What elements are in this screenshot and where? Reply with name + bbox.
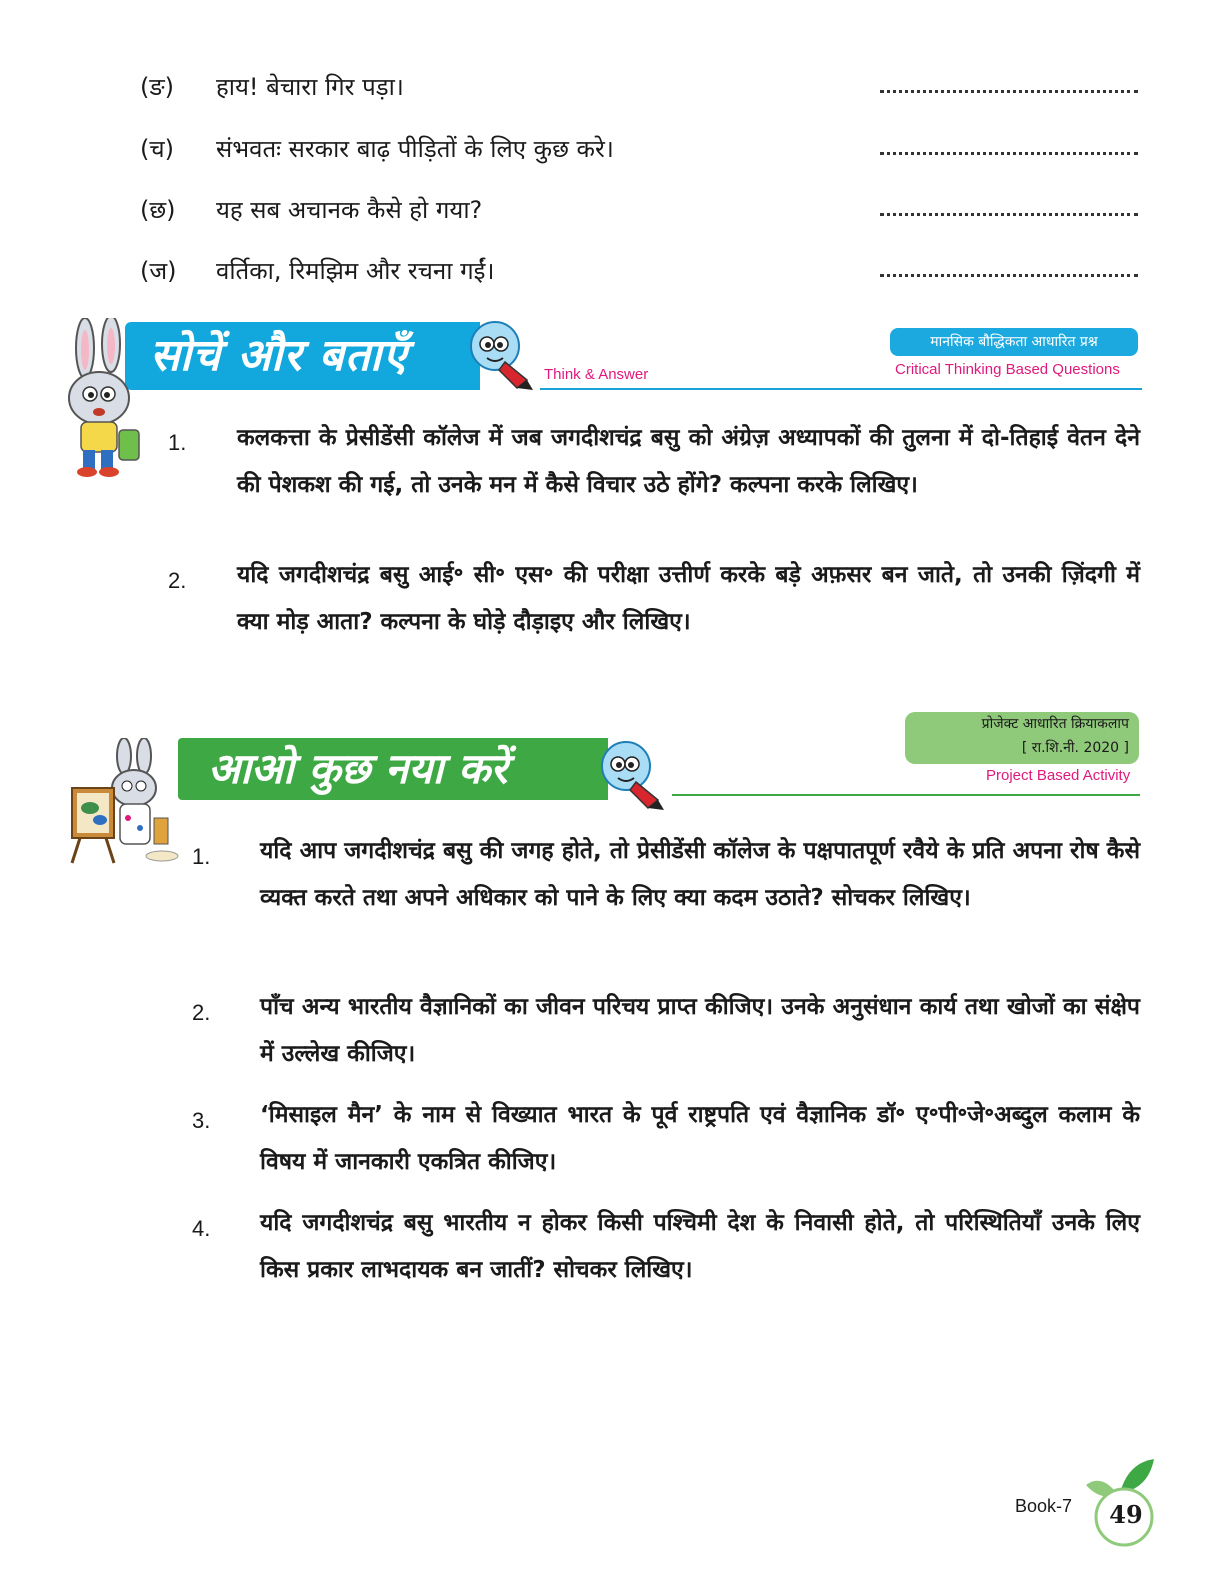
section-tag-line: प्रोजेक्ट आधारित क्रियाकलाप [981, 716, 1129, 732]
section-banner-title: आओ कुछ नया करें [208, 744, 508, 793]
section-tag-english: Critical Thinking Based Questions [895, 361, 1120, 378]
section-rule [540, 388, 1142, 390]
exercise-mark: (ज) [140, 257, 177, 285]
answer-blank [880, 197, 1138, 216]
exercise-mark: (च) [140, 135, 174, 163]
pen-mascot-icon [465, 318, 545, 393]
exercise-item [140, 70, 1140, 110]
section-tag [905, 712, 1139, 764]
section-tag-english: Project Based Activity [986, 767, 1131, 784]
section-subtitle: Think & Answer [544, 366, 649, 383]
exercise-text: संभवतः सरकार बाढ़ पीड़ितों के लिए कुछ करे। [216, 135, 614, 163]
book-label: Book-7 [1015, 1496, 1073, 1516]
section-tag-line: [ रा.शि.नी. 2020 ] [1021, 740, 1129, 756]
question-text: यदि जगदीशचंद्र बसु आई॰ सी॰ एस॰ की परीक्षा उत्तीर्ण करके बड़े अफ़सर बन जाते, तो उनकी ज़िंदगी में क्या मोड़ आता? कल्पना के घोड़े दौड़ाइए और लिखिए। [237, 562, 1140, 635]
question-number: 1. [168, 430, 187, 455]
question-text: यदि जगदीशचंद्र बसु भारतीय न होकर किसी पश्चिमी देश के निवासी होते, तो परिस्थितियाँ उनके लिए किस प्रकार लाभदायक बन जातीं? सोचकर लिखिए। [260, 1210, 1140, 1283]
exercise-item [140, 193, 1140, 233]
question-number: 2. [192, 1000, 211, 1025]
rabbit-mascot-icon [55, 318, 150, 478]
exercise-mark: (ङ) [140, 73, 175, 101]
exercise-text: वर्तिका, रिमझिम और रचना गईं। [216, 257, 495, 285]
exercise-item [140, 132, 1140, 172]
question-text: पाँच अन्य भारतीय वैज्ञानिकों का जीवन परिचय प्राप्त कीजिए। उनके अनुसंधान कार्य तथा खोजों का संक्षेप में उल्लेख कीजिए। [260, 994, 1140, 1067]
question-number: 1. [192, 844, 211, 869]
exercise-mark: (छ) [140, 196, 176, 224]
page-number: 49 [1109, 1500, 1143, 1529]
section-tag: मानसिक बौद्धिकता आधारित प्रश्न [890, 328, 1138, 356]
answer-blank [880, 258, 1138, 277]
pen-mascot-icon [596, 738, 676, 813]
exercise-text: यह सब अचानक कैसे हो गया? [216, 196, 483, 224]
section-banner-title: सोचें और बताएँ [150, 330, 408, 381]
exercise-item [140, 254, 1140, 294]
section-rule [672, 794, 1140, 796]
question-number: 2. [168, 568, 187, 593]
question-text: ‘मिसाइल मैन’ के नाम से विख्यात भारत के पूर्व राष्ट्रपति एवं वैज्ञानिक डॉ॰ ए॰पी॰जे॰अब्दुल कलाम के विषय में जानकारी एकत्रित कीजिए। [260, 1102, 1140, 1175]
question-text: यदि आप जगदीशचंद्र बसु की जगह होते, तो प्रेसीडेंसी कॉलेज के पक्षपातपूर्ण रवैये के प्रति अपना रोष कैसे व्यक्त करते तथा अपने अधिकार को पाने के लिए क्या कदम उठाते? सोचकर लिखिए। [260, 838, 1140, 911]
question-text: कलकत्ता के प्रेसीडेंसी कॉलेज में जब जगदीशचंद्र बसु को अंग्रेज़ अध्यापकों की तुलना में दो-तिहाई वेतन देने की पेशकश की गई, तो उनके मन में कैसे विचार उठे होंगे? कल्पना करके लिखिए। [237, 425, 1140, 498]
answer-blank [880, 136, 1138, 155]
rabbit-painter-icon [62, 738, 182, 868]
question-number: 4. [192, 1216, 211, 1241]
question-number: 3. [192, 1108, 211, 1133]
exercise-text: हाय! बेचारा गिर पड़ा। [216, 73, 404, 101]
answer-blank [880, 74, 1138, 93]
